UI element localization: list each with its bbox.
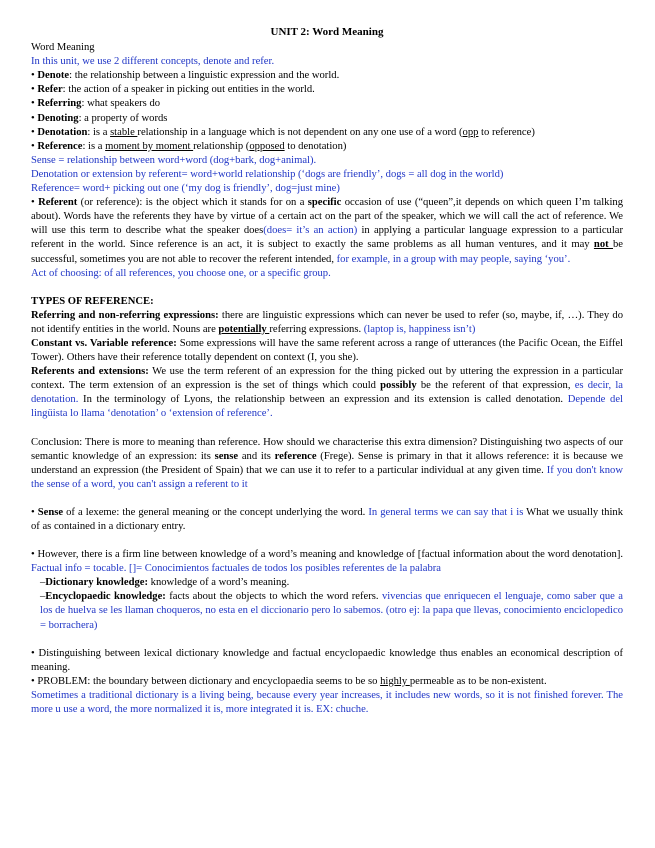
types-referents-extensions: Referents and extensions: We use the term referent of an expression for the thing picked out by uttering the expression in a particular context. The term extension of an expression is the set of things which could possibly be the referent of that expression, es decir, la denotation. In the terminology of Lyons, the relationship between an expression and its extension is called denotation. Depende del lingüista lo llama ‘denotation’ o ‘extension of reference’.	[31, 366, 623, 420]
note-sense: Sense = relationship between word+word (dog+bark, dog+animal).	[31, 154, 317, 166]
term-denotation: Denotation	[37, 126, 88, 138]
document-title: UNIT 2: Word Meaning	[270, 26, 384, 38]
act-of-choosing-note: Act of choosing: of all references, you choose one, or a specific group.	[31, 267, 331, 279]
problem-paragraph: • PROBLEM: the boundary between dictionary and encyclopaedia seems to be so highly permeable as to be non-existent.	[31, 675, 547, 687]
def-referring: • Referring: what speakers do	[31, 98, 161, 110]
types-heading: TYPES OF REFERENCE:	[31, 295, 154, 307]
term-reference: Reference	[37, 140, 83, 152]
intro-note: In this unit, we use 2 different concepts, denote and refer.	[31, 56, 275, 68]
distinguishing-paragraph: • Distinguishing between lexical dictionary knowledge and factual encyclopaedic knowledge thus enables an economical description of meaning.	[31, 647, 623, 673]
term-denoting: Denoting	[37, 112, 79, 124]
note-reference: Reference= word+ picking out one (‘my dog is friendly’, dog=just mine)	[31, 183, 340, 195]
def-denoting: • Denoting: a property of words	[31, 112, 168, 124]
term-denote: Denote	[37, 70, 70, 82]
types-constant-variable: Constant vs. Variable reference: Some expressions will have the same referent across a range of utterances (the Pacific Ocean, the Eiffel Tower). Others have their reference totally dependent on context (I, you she).	[31, 337, 623, 364]
term-referring: Referring	[37, 98, 82, 110]
def-refer: • Refer: the action of a speaker in picking out entities in the world.	[31, 84, 315, 96]
referent-paragraph: • Referent (or reference): is the object which it stands for on a specific occasion of use (“queen”,it depends on which queen I’m talking about). Words have the referents they have by virtue of a certain act on the part of the speaker, which we will call the act of reference. We will use this term to describe what the speaker does(does= it’s an action) in applying a particular language expression to a particular referent in the world. Since reference is an act, it is subject to exactly the same problems as all human ventures, and it may not be successful, sometimes you are not able to recover the referent intended, for example, in a group with may people, saying ‘you’.	[31, 197, 624, 265]
sense-paragraph: • Sense of a lexeme: the general meaning or the concept underlying the word. In general terms we can say that i is What we usually think of as contained in a dictionary entry.	[31, 506, 624, 532]
document-page	[31, 25, 623, 717]
def-reference: • Reference: is a moment by moment relationship (opposed to denotation)	[31, 140, 347, 152]
problem-note: Sometimes a traditional dictionary is a living being, because every year increases, it includes new words, so it is not finished forever. The more u use a word, the more normalized it is, more integrated it is. EX: chuche.	[31, 689, 623, 716]
def-denote: • Denote: the relationship between a linguistic expression and the world.	[31, 70, 340, 82]
term-referent: Referent	[38, 197, 78, 209]
encyclopaedic-knowledge: –Encyclopaedic knowledge: facts about the objects to which the word refers. vivencias que enriquecen el lenguaje, como saber que a los de huelva se les llaman choqueros, no esta en el diccionario pero lo sabemos. (otro ej: la papa que llevas, conocimiento enciclopedico = borrachera)	[40, 591, 623, 631]
term-refer: Refer	[37, 84, 63, 96]
however-paragraph: • However, there is a firm line between knowledge of a word’s meaning and knowledge of [factual information about the word denotation]. Factual info = tocable. []= Conocimientos factuales de todos los posibles referentes de la palabra	[31, 549, 623, 575]
section-subtitle: Word Meaning	[31, 42, 95, 54]
types-referring: Referring and non-referring expressions: there are linguistic expressions which can never be used to refer (so, maybe, if, …). They do not identify entities in the world. Nouns are potentially referring expressions. (laptop is, happiness isn’t)	[31, 309, 623, 335]
dictionary-knowledge: –Dictionary knowledge: knowledge of a word’s meaning.	[40, 577, 290, 589]
def-denotation: • Denotation: is a stable relationship in a language which is not dependent on any one use of a word (opp to reference)	[31, 126, 535, 138]
note-denotation: Denotation or extension by referent= word+world relationship (‘dogs are friendly’, dogs = all dog in the world)	[31, 168, 504, 180]
conclusion-paragraph: Conclusion: There is more to meaning than reference. How should we characterise this extra dimension? Distinguishing two aspects of our semantic knowledge of an expression: its sense and its reference (Frege). Sense is primary in that it allows reference: it is because we understand an expression (the President of Spain) that we can use it to refer to a particular individual at any given time. If you don't know the sense of a word, you can't assign a referent to it	[31, 436, 623, 490]
